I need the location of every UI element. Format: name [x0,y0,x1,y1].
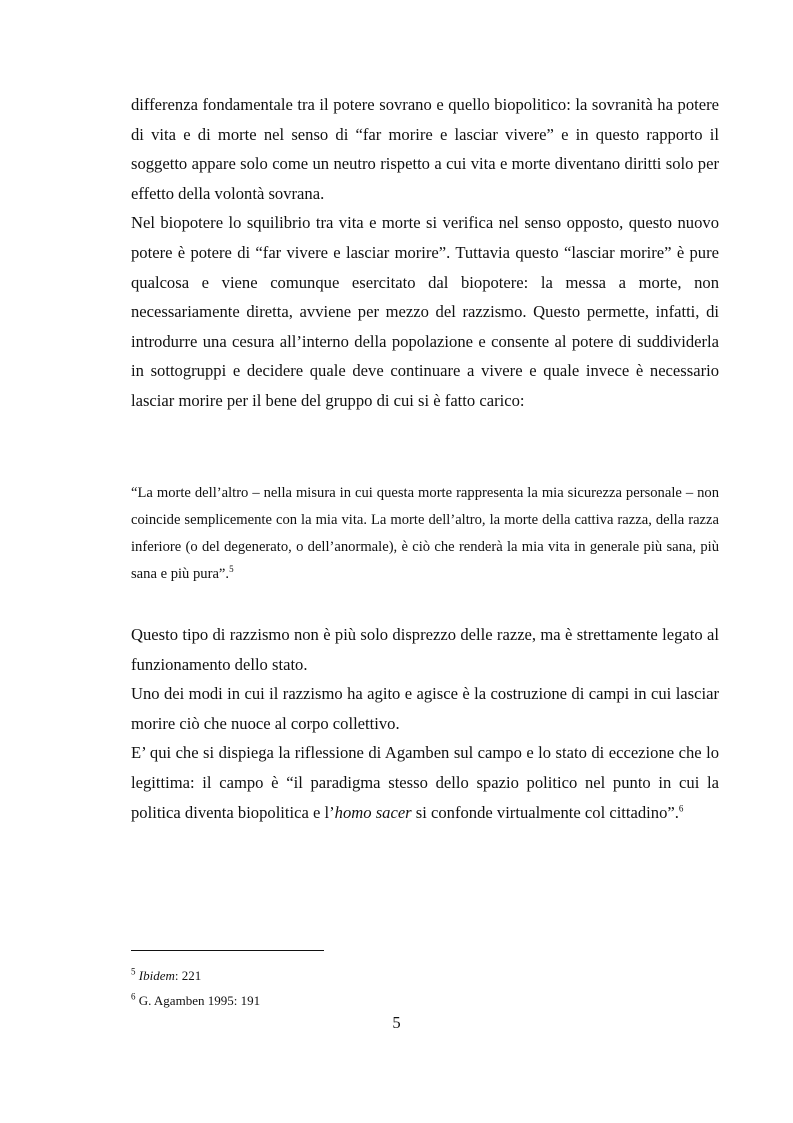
footnote-number: 6 [131,991,136,1002]
footnote-text: G. Agamben 1995: 191 [135,993,261,1008]
block-quote [131,480,719,588]
footnote [131,963,260,988]
footnote-italic: Ibidem [138,968,175,983]
footnotes [131,963,260,1013]
footnote-text: : 221 [174,968,202,983]
paragraph: Nel biopotere lo squilibrio tra vita e morte si verifica nel senso opposto, questo nuovo potere è potere di “far vivere e lasciar morire”. Tuttavia questo “lasciar morire” è pure qualcosa e viene comunque esercitato dal biopotere: la messa a morte, non necessariamente diretta, avviene per mezzo del razzismo. Questo permette, infatti, di introdurre una cesura all’interno della popolazione e consente al potere di suddividerla in sottogruppi e decidere quale deve continuare a vivere e quale invece è necessario lasciar morire per il bene del gruppo di cui si è fatto carico: [131,213,719,410]
paragraph-text: si confonde virtualmente col cittadino”. [411,802,679,822]
paragraph: Questo tipo di razzismo non è più solo disprezzo delle razze, ma è strettamente legato al funzionamento dello stato. [131,625,719,674]
paragraph: differenza fondamentale tra il potere sovrano e quello biopolitico: la sovranità ha potere di vita e di morte nel senso di “far morire e lasciar vivere” e in questo rapporto il soggetto appare solo come un neutro rispetto a cui vita e morte diventano diritti solo per effetto della volontà sovrana. [131,95,719,203]
body-text-top [131,90,719,416]
footnote-separator [131,950,324,951]
italic-term: homo sacer [334,802,412,822]
paragraph [131,738,719,827]
quote-paragraph [131,480,719,588]
quote-text: “La morte dell’altro – nella misura in cui questa morte rappresenta la mia sicurezza personale – non coincide semplicemente con la mia vita. La morte dell’altro, la morte della cattiva razza, della razza inferiore (o del degenerato, o dell’anormale), è ciò che renderà la mia vita in generale più sana, più sana e più pura”. [131,485,719,582]
footnote-ref: 5 [229,564,234,575]
footnote [131,988,260,1013]
page-number: 5 [392,1013,401,1032]
paragraph: Uno dei modi in cui il razzismo ha agito e agisce è la costruzione di campi in cui lasciar morire ciò che nuoce al corpo collettivo. [131,684,719,733]
footnote-ref: 6 [678,803,684,814]
body-text-bottom [131,620,719,827]
footnote-number: 5 [131,966,136,977]
paragraph-text: E’ qui che si dispiega la riflessione di Agamben sul campo e lo stato di eccezione che lo legittima: il campo è “il paradigma stesso dello spazio politico nel punto in cui la politica diventa biopolitica e l’ [131,743,719,822]
